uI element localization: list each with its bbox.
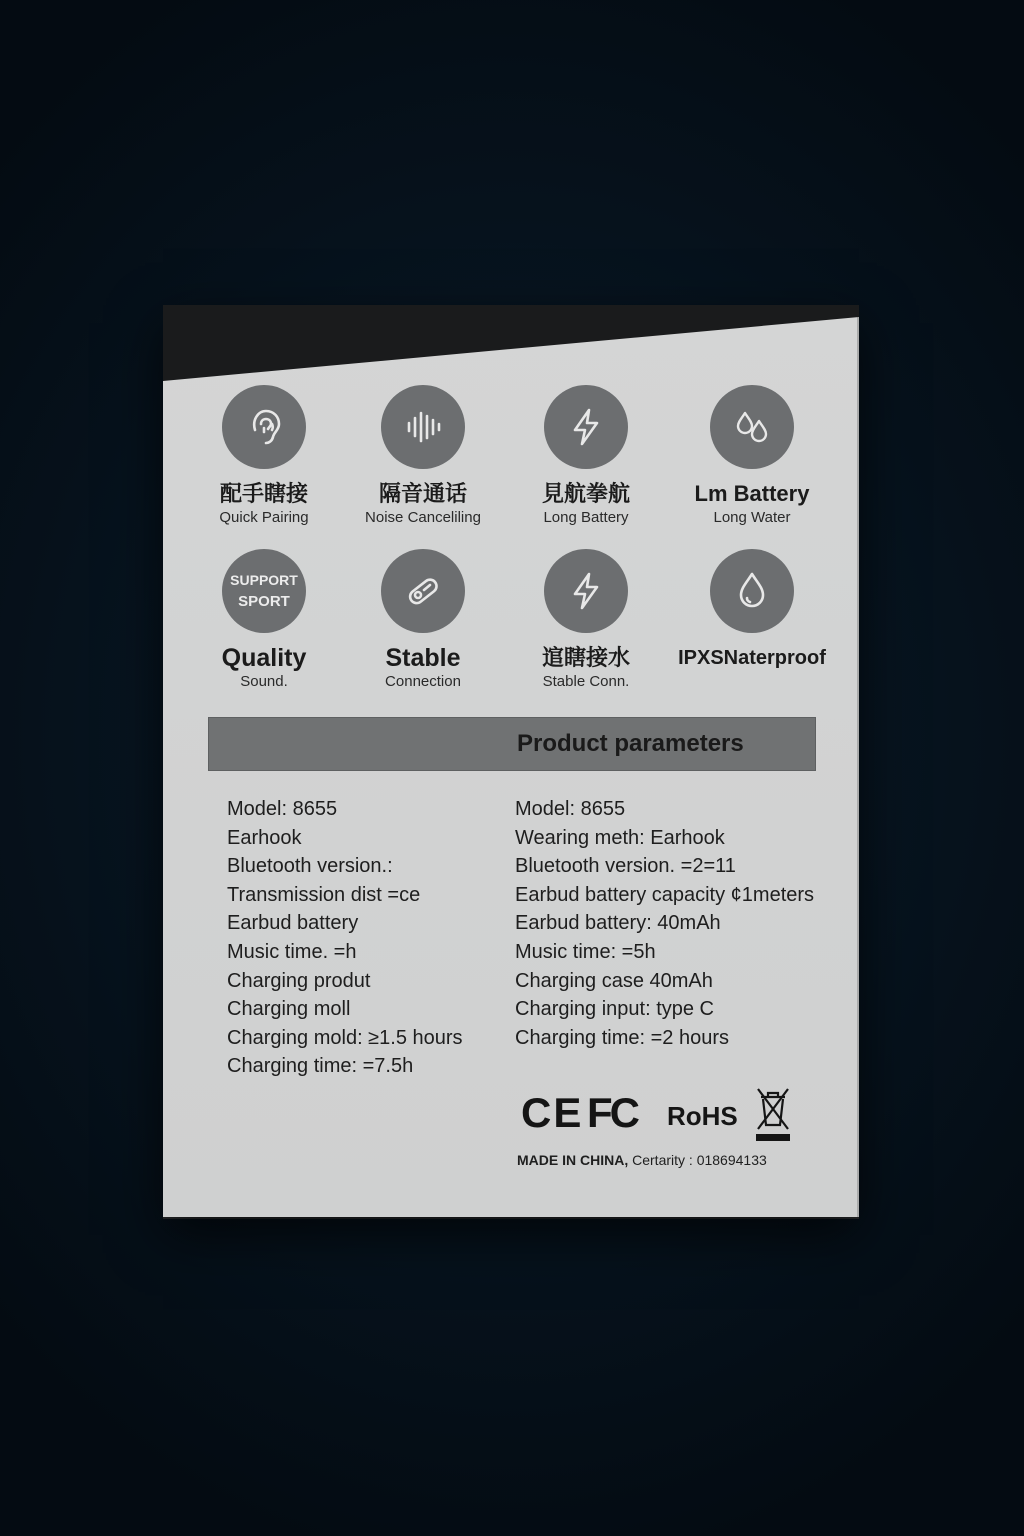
- param-line: Model: 8655: [515, 798, 626, 820]
- feature-title: 逭瞎接水: [541, 645, 630, 670]
- param-line: Music time: =5h: [515, 940, 656, 963]
- fcc-mark: FC: [587, 1089, 637, 1136]
- feature-title: 隔音通话: [378, 481, 467, 506]
- ear-icon: [222, 385, 306, 469]
- sound-wave-icon: [381, 385, 465, 469]
- feature-subtitle: Long Water: [713, 509, 791, 526]
- support-sport-badge: [222, 549, 306, 633]
- param-line: Earbud battery: [227, 912, 359, 935]
- top-black-band: [163, 305, 859, 395]
- feature-long-battery: [511, 385, 661, 528]
- param-line: Transmission dist =ce: [227, 883, 421, 906]
- product-box: [163, 305, 859, 1217]
- feature-title: 見航拳航: [541, 481, 630, 506]
- certification-marks: [519, 1085, 799, 1145]
- param-line: Charging case 40mAh: [515, 969, 713, 992]
- params-right-column: [515, 795, 814, 1052]
- feature-quality-sound: [189, 549, 339, 692]
- feature-subtitle: Stable Conn.: [542, 673, 630, 690]
- feature-title: Quality: [221, 644, 307, 672]
- param-line: Charging time: =7.5h: [227, 1055, 414, 1078]
- feature-noise-cancelling: [348, 385, 498, 528]
- param-line: Model: 8655: [227, 798, 338, 820]
- feature-title: 配手瞎接: [219, 481, 308, 506]
- weee-bin-icon: [753, 1085, 793, 1148]
- param-line: Charging time: =2 hours: [515, 1026, 730, 1049]
- feature-quick-pairing: [189, 385, 339, 528]
- badge-line: SUPPORT: [230, 572, 298, 588]
- param-line: Earbud battery capacity ¢1meters: [515, 883, 815, 906]
- feature-subtitle: Noise Canceliling: [365, 509, 481, 526]
- param-line: Charging mold: ≥1.5 hours: [227, 1026, 463, 1049]
- feature-title: Stable: [385, 644, 461, 672]
- certarity-label: Certarity : 018694133: [632, 1152, 767, 1168]
- param-line: Charging moll: [227, 998, 351, 1021]
- param-line: Charging input: type C: [515, 998, 715, 1021]
- ce-mark: CE: [521, 1089, 584, 1136]
- param-line: Bluetooth version.:: [227, 855, 393, 878]
- feature-subtitle: Quick Pairing: [219, 509, 309, 526]
- badge-line: SPORT: [238, 593, 290, 610]
- parameters-header: [208, 717, 816, 771]
- water-drop-icon: [710, 549, 794, 633]
- rohs-mark: RoHS: [667, 1101, 738, 1131]
- feature-subtitle: Connection: [385, 673, 461, 690]
- made-in-china-line: [517, 1152, 767, 1168]
- param-line: Charging produt: [227, 969, 371, 992]
- feature-subtitle: Long Battery: [543, 509, 629, 526]
- param-line: Earhook: [227, 826, 302, 849]
- made-in-label: MADE IN CHINA,: [517, 1152, 629, 1168]
- feature-stable-conn: [511, 549, 661, 692]
- water-drops-icon: [710, 385, 794, 469]
- feature-waterproof: [677, 549, 827, 671]
- feature-title: Lm Battery: [694, 481, 810, 506]
- parameters-title: Product parameters: [517, 730, 744, 757]
- param-line: Music time. =h: [227, 940, 357, 963]
- lightning-icon: [544, 549, 628, 633]
- param-line: Wearing meth: Earhook: [515, 826, 725, 849]
- param-line: Earbud battery: 40mAh: [515, 912, 721, 935]
- feature-subtitle: Sound.: [240, 673, 288, 690]
- params-left-column: [227, 795, 463, 1081]
- connection-icon: [381, 549, 465, 633]
- lightning-icon: [544, 385, 628, 469]
- feature-title: IPXSNaterproof: [678, 647, 826, 669]
- feature-stable-connection: [348, 549, 498, 692]
- feature-lm-battery: [677, 385, 827, 528]
- param-line: Bluetooth version. =2=11: [515, 855, 736, 878]
